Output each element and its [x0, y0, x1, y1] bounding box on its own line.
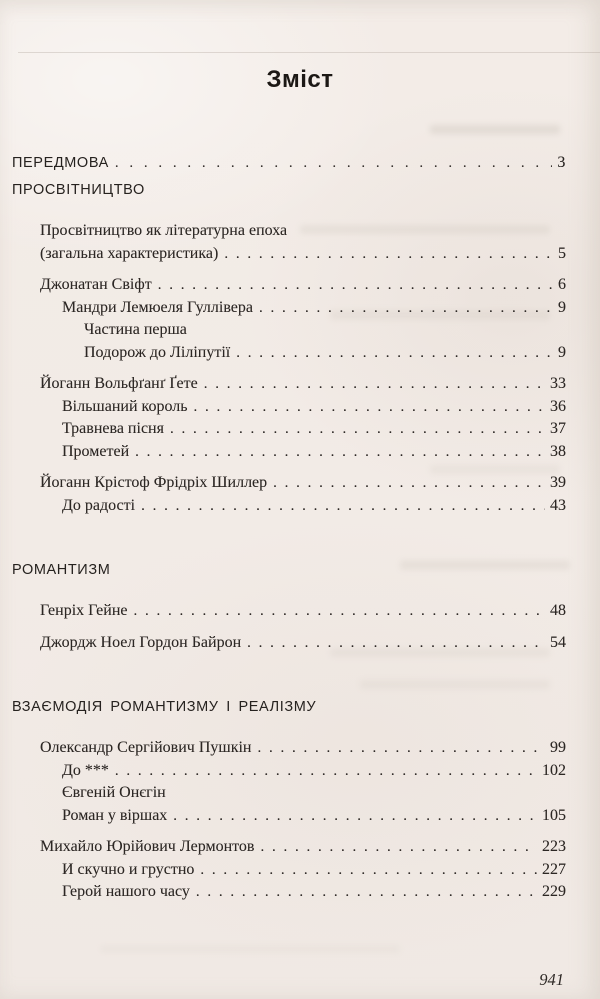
- leader-dots: [158, 274, 553, 297]
- toc-row: [12, 557, 566, 583]
- entry-page-number: 5: [558, 244, 566, 262]
- entry-label: И скучно и грустно: [62, 860, 195, 878]
- toc-row: [12, 472, 566, 495]
- entry-label: Просвітництво як літературна епоха: [40, 222, 288, 239]
- entry-page-number: 39: [550, 474, 566, 491]
- folio-page-number: 941: [539, 970, 564, 989]
- leader-dots: [236, 342, 553, 365]
- entry-label: Йоганн Вольфґанґ Ґете: [40, 375, 198, 392]
- entry-page-number: 102: [542, 761, 566, 779]
- toc-group: [12, 600, 566, 623]
- toc-row: [12, 805, 566, 828]
- toc-section-groups: [12, 600, 566, 654]
- entry-label: Євгеній Онєгін: [62, 784, 166, 801]
- toc-row: [12, 782, 566, 805]
- toc-row: [12, 495, 566, 518]
- toc-section: [12, 150, 566, 176]
- section-heading-label: РОМАНТИЗМ: [12, 562, 111, 578]
- toc-group: [12, 373, 566, 463]
- entry-page-number: 33: [550, 375, 566, 392]
- entry-page-number: 227: [542, 860, 566, 878]
- toc-row: [12, 319, 566, 342]
- toc-row: [12, 177, 566, 203]
- section-heading-label: ПЕРЕДМОВА: [12, 155, 109, 171]
- leader-dots: [173, 805, 537, 828]
- entry-page-number: 37: [550, 420, 566, 437]
- leader-dots: [257, 737, 545, 760]
- toc-section-groups: [12, 220, 566, 517]
- leader-dots: [259, 297, 553, 320]
- entry-page-number: 48: [550, 602, 566, 619]
- entry-label: Джонатан Свіфт: [40, 276, 152, 293]
- leader-dots: [170, 418, 545, 441]
- entry-page-number: 105: [542, 806, 566, 824]
- section-heading-label: ПРОСВІТНИЦТВО: [12, 182, 145, 198]
- entry-label: Роман у віршах: [62, 806, 168, 824]
- leader-dots: [224, 243, 553, 266]
- leader-dots: [247, 632, 545, 655]
- entry-label: Йоганн Крістоф Фрідріх Шиллер: [40, 474, 268, 491]
- toc-row: [12, 297, 566, 320]
- entry-label: Травнева пісня: [62, 420, 164, 437]
- toc-group: [12, 472, 566, 517]
- toc-group: [12, 274, 566, 364]
- entry-label: До ***: [62, 761, 109, 779]
- toc-group: [12, 632, 566, 655]
- entry-label: Генріх Гейне: [40, 602, 128, 619]
- toc-row: [12, 220, 566, 243]
- toc-row: [12, 396, 566, 419]
- toc-row: [12, 836, 566, 859]
- toc-group: [12, 737, 566, 827]
- entry-page-number: 99: [550, 739, 566, 756]
- entry-page-number: 6: [558, 276, 566, 293]
- entry-label: До радості: [62, 496, 136, 514]
- leader-dots: [204, 373, 545, 396]
- leader-dots: [115, 760, 537, 783]
- entry-page-number: 36: [550, 397, 566, 415]
- entry-label: Вільшаний король: [62, 397, 188, 415]
- entry-page-number: 3: [557, 154, 566, 171]
- toc-row: [12, 881, 566, 904]
- leader-dots: [115, 150, 553, 176]
- entry-label: Герой нашого часу: [62, 883, 190, 900]
- entry-label: Михайло Юрійович Лермонтов: [40, 838, 255, 855]
- leader-dots: [194, 396, 545, 419]
- page-title: Зміст: [266, 66, 334, 93]
- entry-label: Мандри Лемюеля Гуллівера: [62, 298, 253, 316]
- toc-section: [12, 557, 566, 654]
- toc-row: [12, 600, 566, 623]
- toc-row: [12, 150, 566, 176]
- entry-page-number: 229: [542, 883, 566, 900]
- table-of-contents: [0, 94, 600, 904]
- toc-row: [12, 760, 566, 783]
- toc-section: [12, 177, 566, 517]
- leader-dots: [273, 472, 545, 495]
- entry-label: Джордж Ноел Гордон Байрон: [40, 633, 242, 651]
- entry-page-number: 43: [550, 496, 566, 514]
- leader-dots: [141, 495, 545, 518]
- entry-page-number: 38: [550, 442, 566, 460]
- toc-row: [12, 441, 566, 464]
- entry-page-number: 9: [558, 298, 566, 316]
- leader-dots: [200, 859, 537, 882]
- entry-page-number: 223: [542, 838, 566, 855]
- leader-dots: [196, 881, 537, 904]
- toc-row: [12, 694, 566, 720]
- toc-section: [12, 694, 566, 904]
- toc-row: [12, 632, 566, 655]
- scan-artifact-line: [18, 52, 600, 53]
- entry-label: Олександр Сергійович Пушкін: [40, 739, 252, 756]
- toc-row: [12, 342, 566, 365]
- section-heading-label: ВЗАЄМОДІЯ РОМАНТИЗМУ І РЕАЛІЗМУ: [12, 699, 317, 715]
- leader-dots: [260, 836, 537, 859]
- leader-dots: [135, 441, 545, 464]
- entry-label: Подорож до Ліліпутії: [84, 343, 231, 361]
- entry-page-number: 9: [558, 343, 566, 361]
- toc-row: [12, 373, 566, 396]
- toc-row: [12, 274, 566, 297]
- leader-dots: [134, 600, 546, 623]
- entry-label: (загальна характеристика): [40, 244, 219, 262]
- toc-row: [12, 859, 566, 882]
- toc-section-groups: [12, 737, 566, 904]
- entry-page-number: 54: [550, 633, 566, 651]
- entry-label: Частина перша: [84, 321, 187, 338]
- entry-label: Прометей: [62, 442, 130, 460]
- toc-row: [12, 737, 566, 760]
- toc-group: [12, 836, 566, 904]
- toc-row: [12, 243, 566, 266]
- toc-group: [12, 220, 566, 265]
- bleed-through-smudge: [100, 945, 400, 953]
- toc-row: [12, 418, 566, 441]
